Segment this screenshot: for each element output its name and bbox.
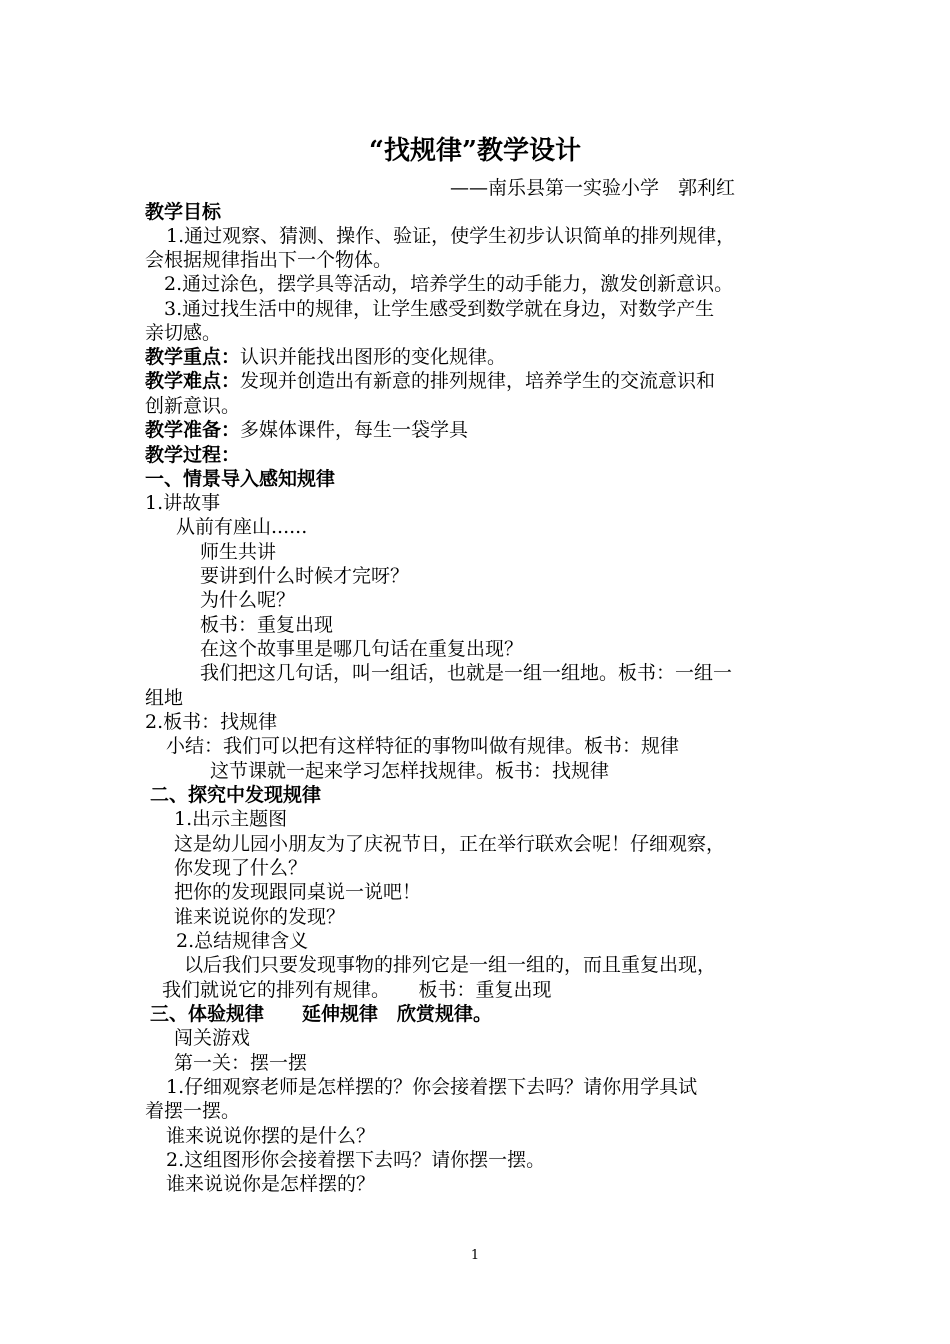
part1-summary: 小结：我们可以把有这样特征的事物叫做有规律。板书：规律 — [166, 735, 680, 757]
key-point-line — [145, 345, 506, 369]
objective-2: 2.通过涂色，摆学具等活动，培养学生的动手能力，激发创新意识。 — [164, 273, 734, 295]
part1-line: 在这个故事里是哪几句话在重复出现？ — [200, 638, 524, 660]
part3-line: 闯关游戏 — [174, 1027, 251, 1049]
part3-heading: 三、体验规律 延伸规律 欣赏规律。 — [150, 1003, 493, 1025]
part1-line: 我们把这几句话，叫一组话，也就是一组一组地。板书：一组一 — [200, 662, 733, 684]
part2-line: 谁来说说你的发现？ — [174, 906, 346, 928]
preparation-line — [145, 418, 468, 442]
part1-heading: 一、情景导入感知规律 — [145, 468, 336, 490]
part2-line: 你发现了什么？ — [174, 857, 308, 879]
part1-item-2: 2.板书：找规律 — [145, 711, 278, 733]
preparation-label: 教学准备： — [145, 419, 241, 441]
part3-line: 2.这组图形你会接着摆下去吗？请你摆一摆。 — [166, 1149, 546, 1171]
part2-item-2: 2.总结规律含义 — [176, 930, 309, 952]
preparation-text: 多媒体课件，每生一袋学具 — [240, 419, 469, 441]
part2-line: 我们就说它的排列有规律。 板书：重复出现 — [162, 979, 552, 1001]
part3-line: 1.仔细观察老师是怎样摆的？你会接着摆下去吗？请你用学具试 — [166, 1076, 698, 1098]
part1-line: 为什么呢？ — [200, 589, 296, 611]
document-title: “找规律”教学设计 — [369, 136, 581, 166]
author-line: ——南乐县第一实验小学 郭利红 — [450, 177, 736, 199]
key-point-label: 教学重点： — [145, 346, 241, 368]
difficulty-label: 教学难点： — [145, 370, 241, 392]
part1-line: 师生共讲 — [200, 541, 277, 563]
objective-1-line-1: 1.通过观察、猜测、操作、验证，使学生初步认识简单的排列规律， — [166, 225, 736, 247]
difficulty-line-2: 创新意识。 — [145, 395, 241, 417]
objective-3-line-2: 亲切感。 — [145, 322, 222, 344]
part2-heading: 二、探究中发现规律 — [150, 784, 322, 806]
part1-line: 这节课就一起来学习怎样找规律。板书：找规律 — [210, 760, 610, 782]
part3-line: 谁来说说你摆的是什么？ — [166, 1125, 376, 1147]
part1-line: 板书：重复出现 — [200, 614, 334, 636]
part2-line: 把你的发现跟同桌说一说吧！ — [174, 881, 422, 903]
part3-line: 着摆一摆。 — [145, 1100, 241, 1122]
key-point-text: 认识并能找出图形的变化规律。 — [240, 346, 507, 368]
part1-item-1: 1.讲故事 — [145, 492, 221, 514]
part1-line: 从前有座山...... — [176, 516, 308, 538]
difficulty-text: 发现并创造出有新意的排列规律，培养学生的交流意识和 — [240, 370, 716, 392]
part2-line: 这是幼儿园小朋友为了庆祝节日，正在举行联欢会呢！仔细观察， — [174, 833, 726, 855]
process-heading: 教学过程： — [145, 444, 241, 466]
part3-line: 第一关：摆一摆 — [174, 1052, 308, 1074]
difficulty-line-1 — [145, 369, 715, 393]
part2-line: 以后我们只要发现事物的排列它是一组一组的，而且重复出现， — [184, 954, 717, 976]
objectives-heading: 教学目标 — [145, 201, 222, 223]
page-number: 1 — [470, 1248, 480, 1263]
part1-line: 要讲到什么时候才完呀？ — [200, 565, 410, 587]
part1-line: 组地 — [145, 687, 184, 709]
objective-3-line-1: 3.通过找生活中的规律，让学生感受到数学就在身边，对数学产生 — [164, 298, 715, 320]
part2-item-1: 1.出示主题图 — [174, 808, 288, 830]
objective-1-line-2: 会根据规律指出下一个物体。 — [145, 249, 393, 271]
part3-line: 谁来说说你是怎样摆的？ — [166, 1173, 376, 1195]
